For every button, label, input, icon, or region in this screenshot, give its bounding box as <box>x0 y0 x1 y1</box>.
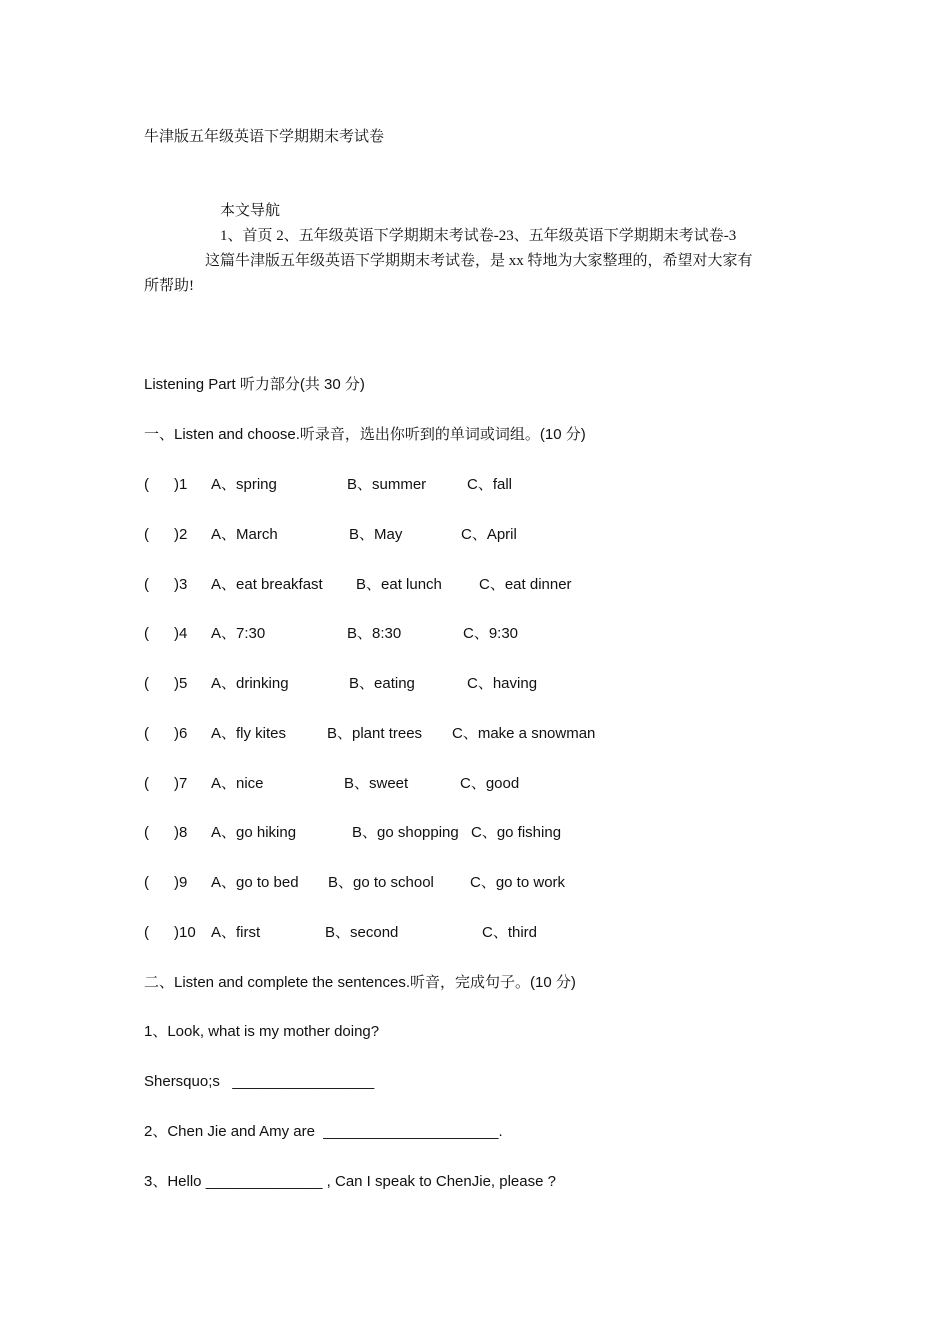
option-a: A、March <box>211 526 278 543</box>
nav-heading: 本文导航 <box>220 203 281 219</box>
question-row <box>144 873 844 893</box>
option-b: B、eating <box>349 675 415 692</box>
option-a: A、eat breakfast <box>211 576 323 593</box>
answer-bracket: ( <box>144 924 149 941</box>
option-c: C、go to work <box>470 874 566 891</box>
option-a: A、drinking <box>211 675 289 692</box>
option-b: B、summer <box>347 476 427 493</box>
listening-part-title: Listening Part 听力部分(共 30 分) <box>144 376 365 393</box>
answer-bracket: ( <box>144 725 149 742</box>
sentence-1-answer: Shersquo;s _________________ <box>144 1073 375 1090</box>
question-number: )8 <box>174 824 188 841</box>
option-c: C、April <box>461 526 517 543</box>
option-c: C、9:30 <box>463 625 519 642</box>
question-number: )5 <box>174 675 188 692</box>
option-b: B、plant trees <box>327 725 423 742</box>
answer-bracket: ( <box>144 775 149 792</box>
option-a: A、go hiking <box>211 824 297 841</box>
question-number: )3 <box>174 576 188 593</box>
option-b: B、second <box>325 924 399 941</box>
document-title: 牛津版五年级英语下学期期末考试卷 <box>144 129 385 145</box>
option-c: C、third <box>482 924 538 941</box>
option-a: A、spring <box>211 476 277 493</box>
question-row <box>144 923 844 943</box>
sentence-1: 1、Look, what is my mother doing? <box>144 1023 380 1040</box>
answer-bracket: ( <box>144 576 149 593</box>
answer-bracket: ( <box>144 526 149 543</box>
answer-bracket: ( <box>144 824 149 841</box>
question-row <box>144 823 844 843</box>
question-number: )1 <box>174 476 188 493</box>
question-number: )4 <box>174 625 188 642</box>
answer-bracket: ( <box>144 625 149 642</box>
option-a: A、go to bed <box>211 874 299 891</box>
option-a: A、nice <box>211 775 264 792</box>
option-c: C、eat dinner <box>479 576 572 593</box>
question-number: )10 <box>174 924 196 941</box>
nav-links[interactable]: 1、首页 2、五年级英语下学期期末考试卷-23、五年级英语下学期期末考试卷-3 <box>220 228 737 244</box>
option-a: A、first <box>211 924 261 941</box>
option-b: B、go to school <box>328 874 434 891</box>
option-a: A、fly kites <box>211 725 287 742</box>
question-number: )7 <box>174 775 188 792</box>
question-row <box>144 674 844 694</box>
option-c: C、make a snowman <box>452 725 596 742</box>
answer-bracket: ( <box>144 874 149 891</box>
option-c: C、having <box>467 675 538 692</box>
option-b: B、eat lunch <box>356 576 442 593</box>
question-row <box>144 575 844 595</box>
option-b: B、go shopping <box>352 824 459 841</box>
option-c: C、fall <box>467 476 513 493</box>
sentence-3: 3、Hello ______________ , Can I speak to ChenJie, please ? <box>144 1173 556 1190</box>
question-number: )2 <box>174 526 188 543</box>
option-c: C、good <box>460 775 520 792</box>
question-row <box>144 774 844 794</box>
option-c: C、go fishing <box>471 824 562 841</box>
intro-line-1: 这篇牛津版五年级英语下学期期末考试卷，是 xx 特地为大家整理的，希望对大家有 <box>205 253 753 269</box>
question-number: )6 <box>174 725 188 742</box>
option-b: B、8:30 <box>347 625 402 642</box>
answer-bracket: ( <box>144 476 149 493</box>
question-row <box>144 724 844 744</box>
section-2-title: 二、Listen and complete the sentences.听音，完成句子。(10 分) <box>144 974 576 991</box>
option-b: B、sweet <box>344 775 409 792</box>
intro-line-2: 所帮助! <box>144 278 194 294</box>
section-1-title: 一、Listen and choose.听录音，选出你听到的单词或词组。(10 分) <box>144 426 586 443</box>
option-b: B、May <box>349 526 403 543</box>
answer-bracket: ( <box>144 675 149 692</box>
question-number: )9 <box>174 874 188 891</box>
option-a: A、7:30 <box>211 625 266 642</box>
question-row <box>144 624 844 644</box>
question-row <box>144 475 844 495</box>
question-row <box>144 525 844 545</box>
sentence-2: 2、Chen Jie and Amy are _____________________. <box>144 1123 503 1140</box>
